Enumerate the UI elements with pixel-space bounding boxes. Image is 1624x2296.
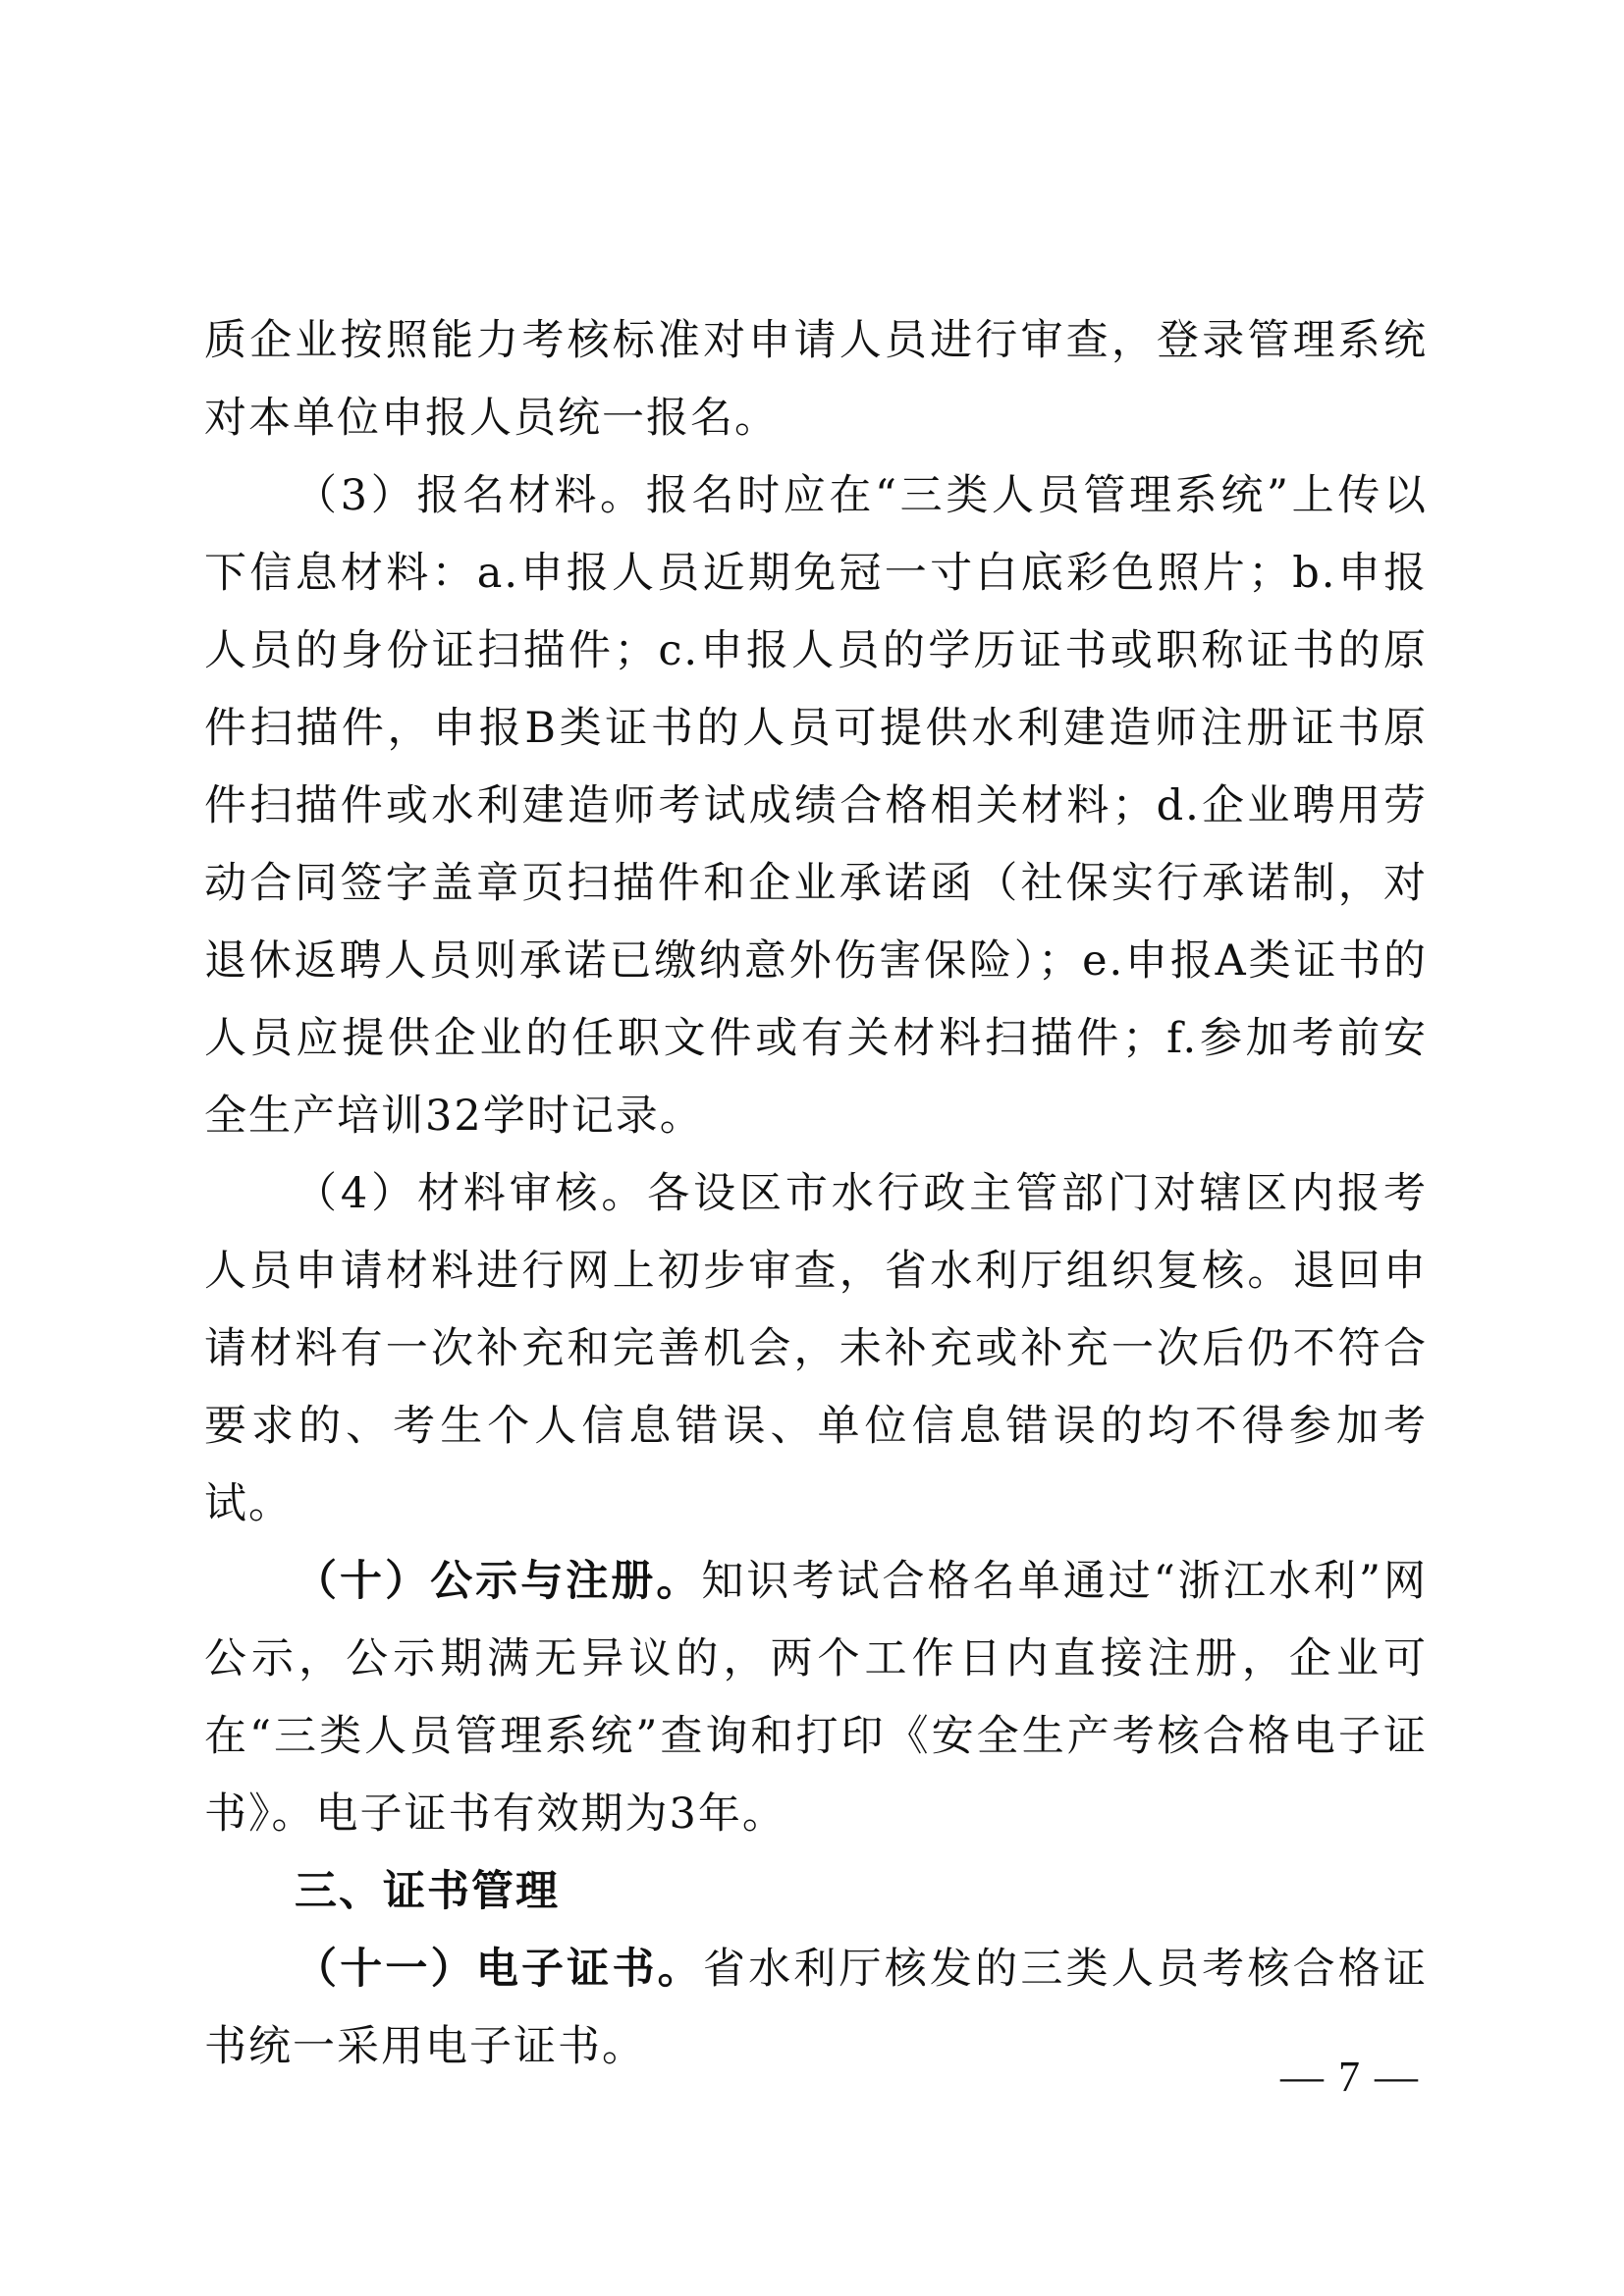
- paragraph-material-review: （4）材料审核。各设区市水行政主管部门对辖区内报考人员申请材料进行网上初步审查，省水利厅组织复核。退回申请材料有一次补充和完善机会，未补充或补充一次后仍不符合要求的、考生个人信息错误、单位信息错误的均不得参加考试。: [204, 1169, 1428, 1528]
- paragraph-publicity-registration: [204, 1543, 1428, 1853]
- section-heading: 三、证书管理: [295, 1867, 560, 1916]
- paragraph-registration-materials: （3）报名材料。报名时应在“三类人员管理系统”上传以下信息材料：a.申报人员近期免冠一寸白底彩色照片；b.申报人员的身份证扫描件；c.申报人员的学历证书或职称证书的原件扫描件，申报B类证书的人员可提供水利建造师注册证书原件扫描件或水利建造师考试成绩合格相关材料；d.企业聘用劳动合同签字盖章页扫描件和企业承诺函（社保实行承诺制，对退休返聘人员则承诺已缴纳意外伤害保险）；e.申报A类证书的人员应提供企业的任职文件或有关材料扫描件；f.参加考前安全生产培训32学时记录。: [204, 471, 1428, 1141]
- paragraph-electronic-certificate: [204, 1931, 1428, 2086]
- page-number: — 7 —: [1280, 2053, 1420, 2101]
- paragraph-text: 知识考试合格名单通过“浙江水利”网公示，公示期满无异议的，两个工作日内直接注册，企业可在“三类人员管理系统”查询和打印《安全生产考核合格电子证书》。电子证书有效期为3年。: [204, 1557, 1429, 1839]
- paragraph-title: （十一）电子证书。: [295, 1945, 703, 1994]
- paragraph-continuation: 质企业按照能力考核标准对申请人员进行审查，登录管理系统对本单位申报人员统一报名。: [204, 316, 1428, 443]
- document-body: [204, 302, 1428, 2086]
- paragraph-text: 省水利厅核发的三类人员考核合格证书统一采用电子证书。: [204, 1945, 1428, 2071]
- paragraph-title: （十）公示与注册。: [295, 1557, 702, 1606]
